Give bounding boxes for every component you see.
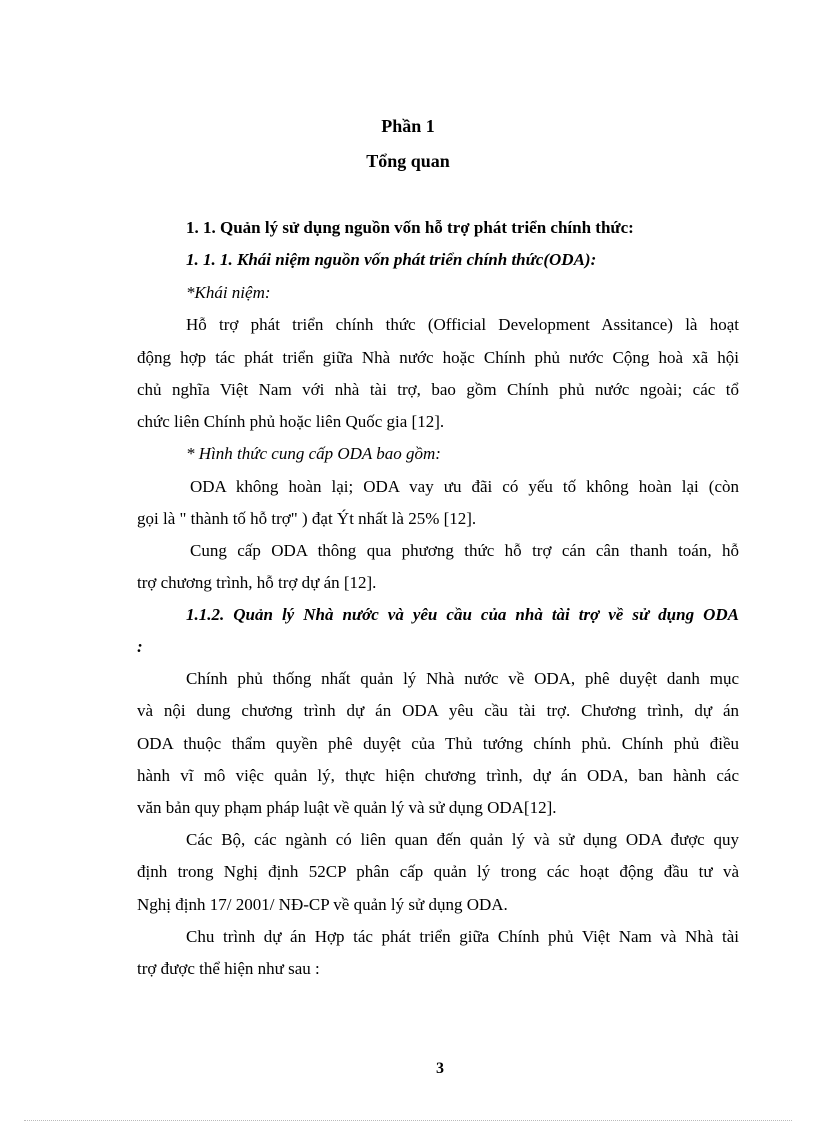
concept-label: *Khái niệm:: [186, 283, 271, 302]
part-title: Phần 1: [381, 116, 435, 136]
paragraph-line: Chu trình dự án Hợp tác phát triển giữa Chính phủ Việt Nam và Nhà tài: [186, 927, 739, 946]
page-number: 3: [436, 1060, 444, 1077]
section-heading-1-1-1: 1. 1. 1. Khái niệm nguồn vốn phát triển chính thức(ODA):: [186, 250, 597, 269]
page-bottom-divider: [24, 1120, 792, 1121]
paragraph-line: ODA thuộc thẩm quyền phê duyệt của Thủ tướng chính phủ. Chính phủ điều: [137, 734, 739, 753]
paragraph-line: chủ nghĩa Việt Nam với nhà tài trợ, bao gồm Chính phủ nước ngoài; các tổ: [137, 380, 739, 399]
section-heading-1-1-2-cont: :: [137, 637, 143, 656]
paragraph-line: Hỗ trợ phát triển chính thức (Official Development Assitance) là hoạt: [186, 315, 739, 334]
paragraph-line: Nghị định 17/ 2001/ NĐ-CP về quản lý sử dụng ODA.: [137, 895, 508, 914]
paragraph-line: văn bản quy phạm pháp luật về quản lý và sử dụng ODA[12].: [137, 798, 557, 817]
paragraph-line: trợ chương trình, hỗ trợ dự án [12].: [137, 573, 377, 592]
chapter-title: Tổng quan: [366, 151, 450, 171]
forms-label: * Hình thức cung cấp ODA bao gồm:: [186, 444, 441, 463]
section-heading-1-1-2: 1.1.2. Quản lý Nhà nước và yêu cầu của nhà tài trợ về sử dụng ODA: [186, 605, 739, 624]
section-heading-1-1: 1. 1. Quản lý sử dụng nguồn vốn hỗ trợ phát triển chính thức:: [186, 218, 634, 237]
paragraph-line: hành vĩ mô việc quản lý, thực hiện chương trình, dự án ODA, ban hành các: [137, 766, 739, 785]
paragraph-line: chức liên Chính phủ hoặc liên Quốc gia [12].: [137, 412, 445, 431]
paragraph-line: gọi là " thành tố hỗ trợ" ) đạt Ýt nhất là 25% [12].: [137, 509, 477, 528]
paragraph-line: ODA không hoàn lại; ODA vay ưu đãi có yếu tố không hoàn lại (còn: [190, 477, 739, 496]
paragraph-line: định trong Nghị định 52CP phân cấp quản lý trong các hoạt động đầu tư và: [137, 862, 739, 881]
paragraph-line: động hợp tác phát triển giữa Nhà nước hoặc Chính phủ nước Cộng hoà xã hội: [137, 348, 739, 367]
paragraph-line: Chính phủ thống nhất quản lý Nhà nước về ODA, phê duyệt danh mục: [186, 669, 739, 688]
paragraph-line: Cung cấp ODA thông qua phương thức hỗ trợ cán cân thanh toán, hỗ: [190, 541, 739, 560]
paragraph-line: trợ được thể hiện như sau :: [137, 959, 320, 978]
paragraph-line: Các Bộ, các ngành có liên quan đến quản lý và sử dụng ODA được quy: [186, 830, 739, 849]
paragraph-line: và nội dung chương trình dự án ODA yêu cầu tài trợ. Chương trình, dự án: [137, 701, 739, 720]
